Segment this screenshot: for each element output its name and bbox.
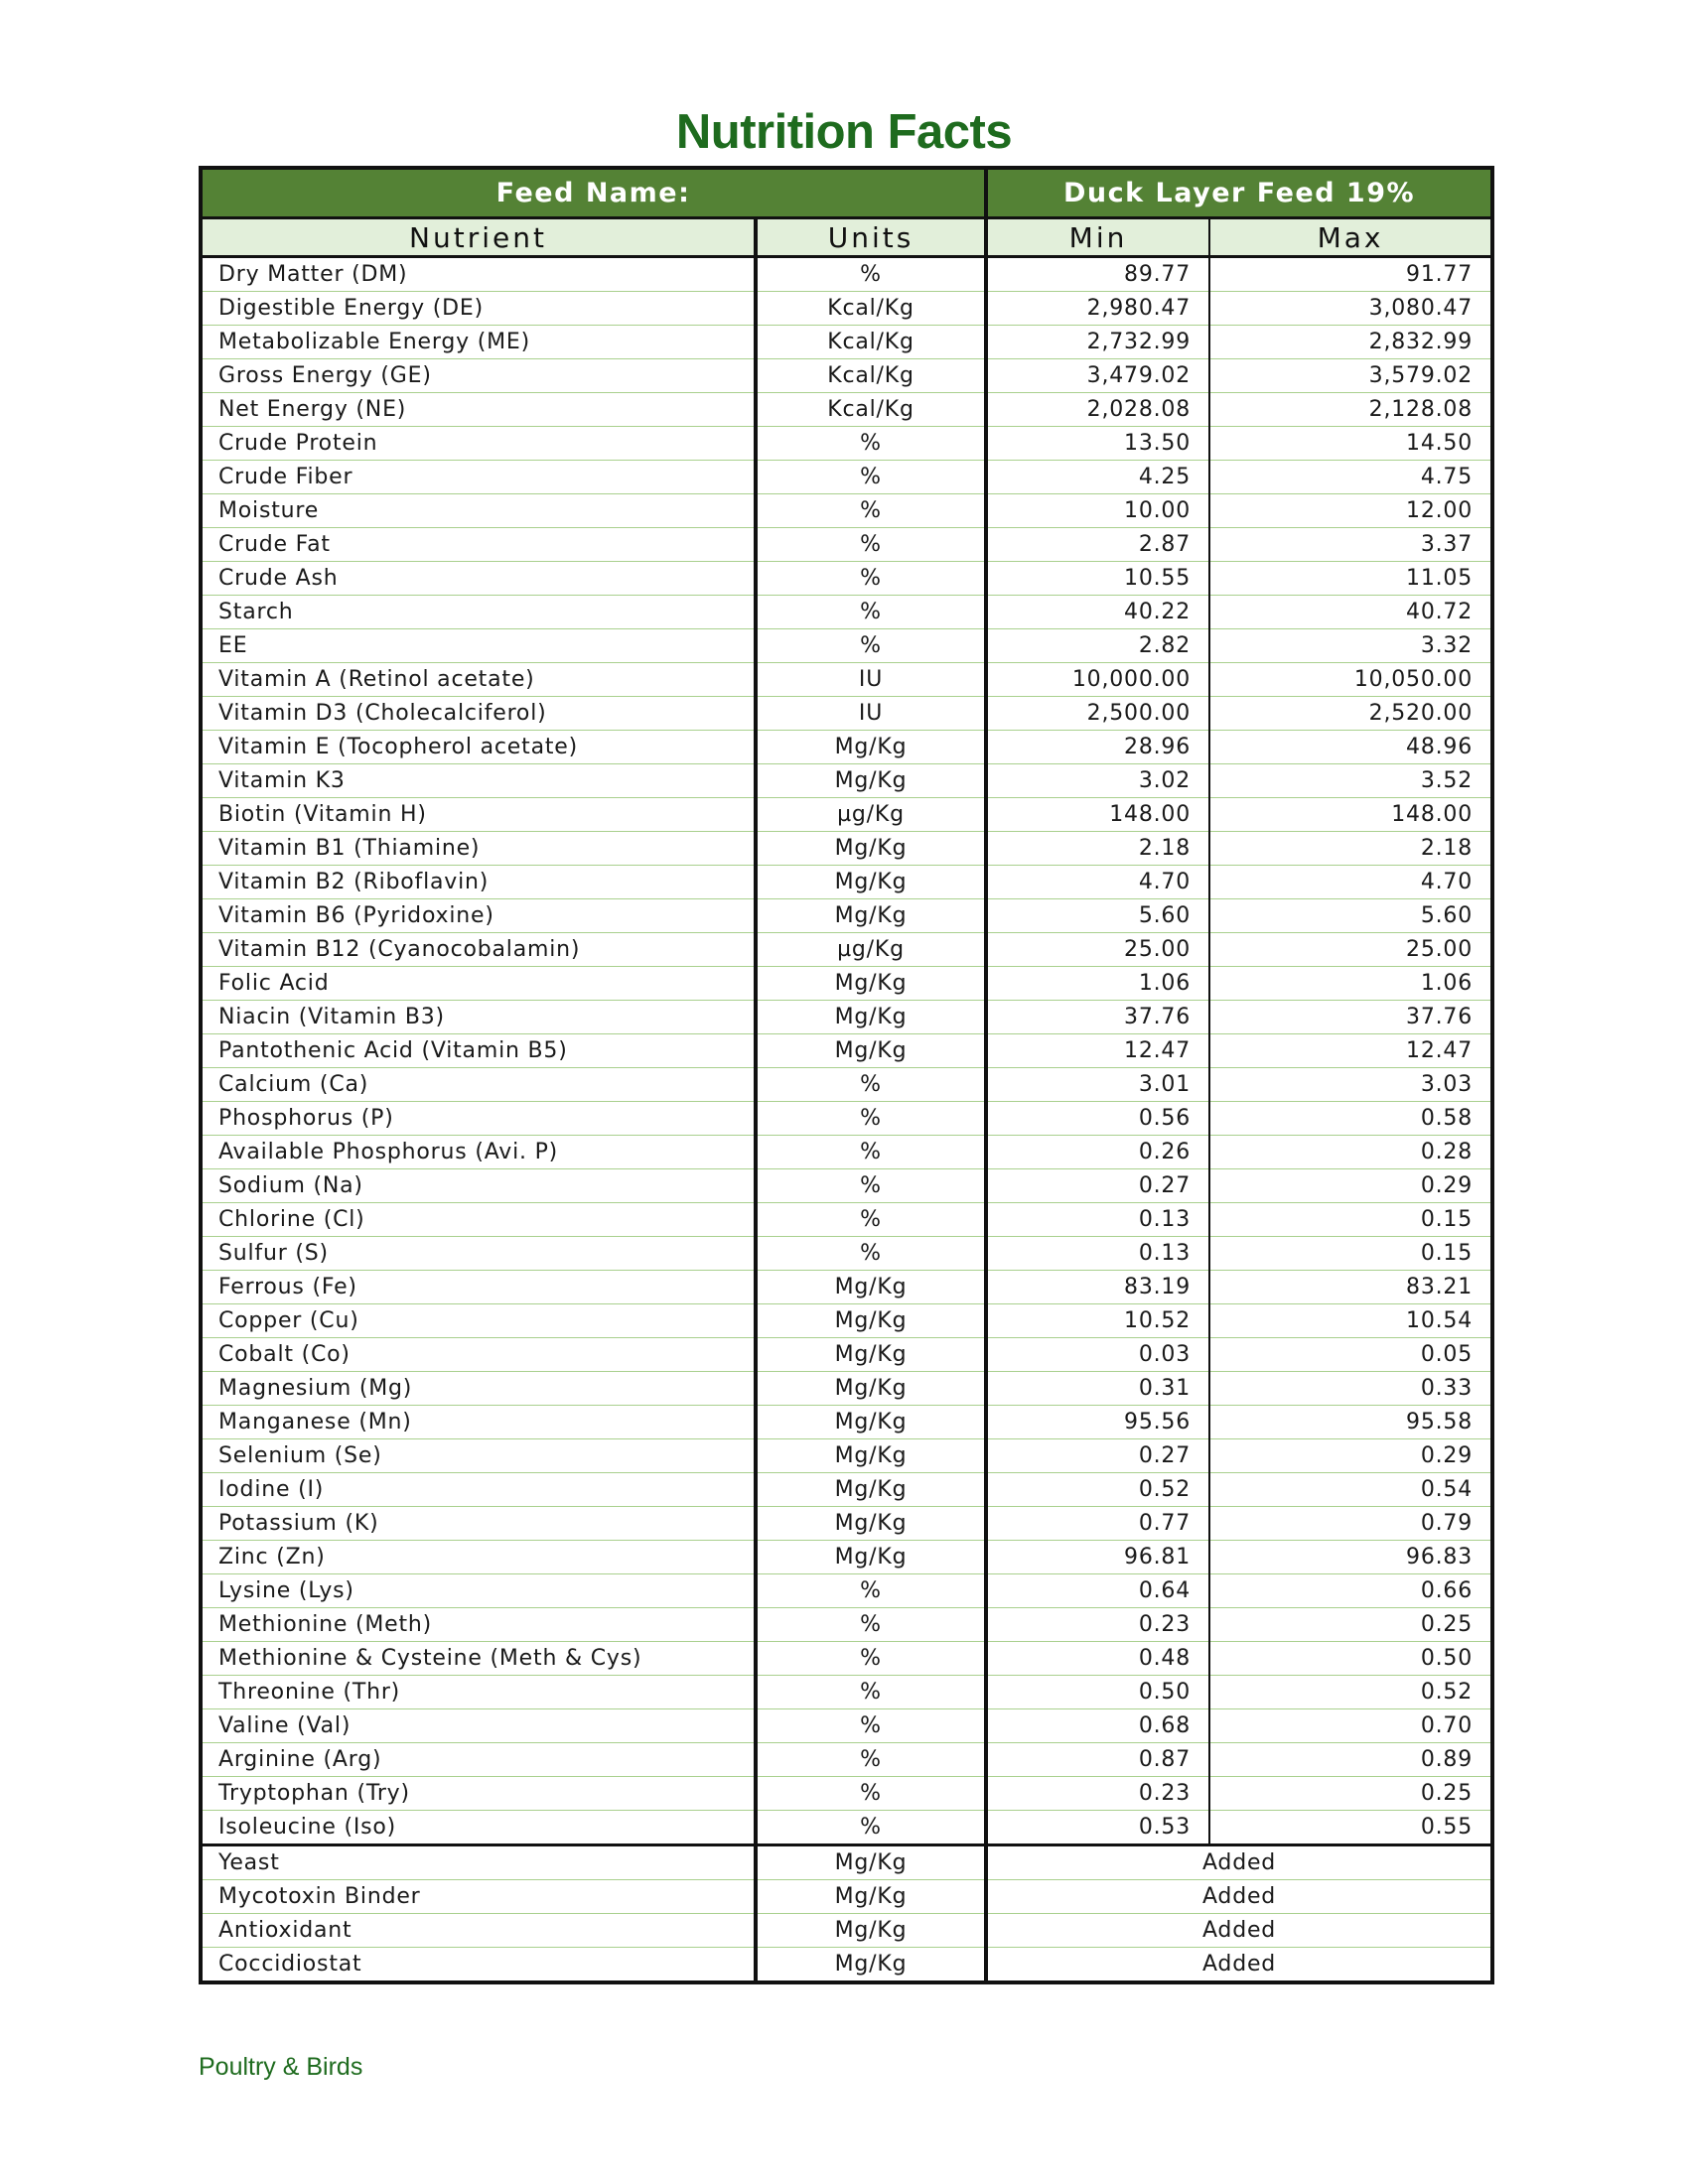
nutrient-name: Digestible Energy (DE) [203, 292, 756, 326]
nutrient-max: 0.70 [1209, 1709, 1490, 1743]
nutrient-unit: % [756, 1169, 986, 1203]
nutrient-name: Biotin (Vitamin H) [203, 798, 756, 832]
nutrient-name: Moisture [203, 494, 756, 528]
nutrient-name: Gross Energy (GE) [203, 359, 756, 393]
nutrient-name: Phosphorus (P) [203, 1102, 756, 1136]
nutrient-min: 3.01 [986, 1068, 1209, 1102]
nutrient-min: 12.47 [986, 1034, 1209, 1068]
table-row [203, 1169, 1490, 1203]
nutrient-unit: % [756, 1743, 986, 1777]
nutrient-min: 0.56 [986, 1102, 1209, 1136]
nutrient-name: Chlorine (Cl) [203, 1203, 756, 1237]
nutrient-min: 0.23 [986, 1608, 1209, 1642]
nutrient-unit: % [756, 1709, 986, 1743]
nutrient-unit: Kcal/Kg [756, 292, 986, 326]
nutrient-name: Vitamin B1 (Thiamine) [203, 832, 756, 866]
nutrient-min: 10.00 [986, 494, 1209, 528]
table-row [203, 1338, 1490, 1372]
nutrient-unit: Mg/Kg [756, 1439, 986, 1473]
table-row [203, 1001, 1490, 1034]
nutrient-unit: Kcal/Kg [756, 359, 986, 393]
nutrient-unit: % [756, 427, 986, 461]
nutrient-max: 0.58 [1209, 1102, 1490, 1136]
nutrient-unit: % [756, 1102, 986, 1136]
additive-status: Added [1201, 1952, 1277, 1977]
nutrient-name: Potassium (K) [203, 1507, 756, 1541]
nutrient-unit: Mg/Kg [756, 1541, 986, 1574]
nutrient-max: 3,579.02 [1209, 359, 1490, 393]
nutrient-name: Valine (Val) [203, 1709, 756, 1743]
nutrient-max: 148.00 [1209, 798, 1490, 832]
table-row [203, 1034, 1490, 1068]
table-row [203, 832, 1490, 866]
nutrient-name: Arginine (Arg) [203, 1743, 756, 1777]
table-row [203, 933, 1490, 967]
column-header-units: Units [756, 218, 986, 257]
nutrient-min: 10,000.00 [986, 663, 1209, 697]
nutrient-name: Vitamin B2 (Riboflavin) [203, 866, 756, 899]
nutrient-unit: % [756, 1574, 986, 1608]
table-row [203, 1642, 1490, 1676]
table-row [203, 326, 1490, 359]
nutrient-name: Vitamin B6 (Pyridoxine) [203, 899, 756, 933]
nutrient-min: 40.22 [986, 596, 1209, 629]
nutrient-min: 0.64 [986, 1574, 1209, 1608]
nutrient-max: 3.03 [1209, 1068, 1490, 1102]
table-row [203, 629, 1490, 663]
nutrient-unit: Mg/Kg [756, 1406, 986, 1439]
table-row [203, 494, 1490, 528]
nutrient-unit: % [756, 1203, 986, 1237]
nutrient-max: 3,080.47 [1209, 292, 1490, 326]
page-title: Nutrition Facts [675, 105, 1013, 159]
nutrient-unit: % [756, 257, 986, 292]
nutrient-name: Cobalt (Co) [203, 1338, 756, 1372]
nutrient-max: 4.70 [1209, 866, 1490, 899]
nutrient-min: 0.87 [986, 1743, 1209, 1777]
additive-name: Coccidiostat [203, 1948, 756, 1981]
nutrient-max: 48.96 [1209, 731, 1490, 764]
nutrient-max: 95.58 [1209, 1406, 1490, 1439]
nutrient-name: Iodine (I) [203, 1473, 756, 1507]
table-row [203, 1914, 1490, 1948]
nutrient-unit: % [756, 1608, 986, 1642]
nutrient-max: 3.32 [1209, 629, 1490, 663]
nutrient-max: 91.77 [1209, 257, 1490, 292]
table-row [203, 1743, 1490, 1777]
nutrient-name: Ferrous (Fe) [203, 1271, 756, 1304]
nutrient-min: 0.48 [986, 1642, 1209, 1676]
nutrient-max: 0.29 [1209, 1439, 1490, 1473]
additive-name: Antioxidant [203, 1914, 756, 1948]
table-row [203, 1608, 1490, 1642]
table-row [203, 1845, 1490, 1880]
additive-unit: Mg/Kg [756, 1845, 986, 1880]
nutrition-table [199, 166, 1494, 1984]
nutrient-min: 13.50 [986, 427, 1209, 461]
nutrient-max: 0.05 [1209, 1338, 1490, 1372]
nutrient-unit: % [756, 1237, 986, 1271]
nutrient-name: Copper (Cu) [203, 1304, 756, 1338]
nutrient-min: 0.52 [986, 1473, 1209, 1507]
nutrient-unit: Mg/Kg [756, 1034, 986, 1068]
nutrient-unit: Mg/Kg [756, 1372, 986, 1406]
nutrient-name: Methionine & Cysteine (Meth & Cys) [203, 1642, 756, 1676]
table-row [203, 899, 1490, 933]
nutrient-name: Available Phosphorus (Avi. P) [203, 1136, 756, 1169]
table-row [203, 1880, 1490, 1914]
nutrient-max: 2,128.08 [1209, 393, 1490, 427]
nutrient-name: Vitamin K3 [203, 764, 756, 798]
nutrient-unit: IU [756, 697, 986, 731]
nutrient-max: 37.76 [1209, 1001, 1490, 1034]
nutrient-name: Selenium (Se) [203, 1439, 756, 1473]
nutrient-name: Methionine (Meth) [203, 1608, 756, 1642]
table-row [203, 663, 1490, 697]
nutrient-unit: Mg/Kg [756, 731, 986, 764]
nutrient-unit: IU [756, 663, 986, 697]
table-row [203, 1136, 1490, 1169]
nutrient-min: 0.13 [986, 1237, 1209, 1271]
nutrient-unit: Mg/Kg [756, 1271, 986, 1304]
nutrient-name: Sodium (Na) [203, 1169, 756, 1203]
nutrient-max: 14.50 [1209, 427, 1490, 461]
table-row [203, 764, 1490, 798]
nutrient-name: Niacin (Vitamin B3) [203, 1001, 756, 1034]
nutrient-max: 2.18 [1209, 832, 1490, 866]
nutrient-min: 10.52 [986, 1304, 1209, 1338]
nutrient-unit: Mg/Kg [756, 866, 986, 899]
nutrient-name: Metabolizable Energy (ME) [203, 326, 756, 359]
nutrient-min: 0.31 [986, 1372, 1209, 1406]
nutrient-name: Dry Matter (DM) [203, 257, 756, 292]
nutrient-min: 2.87 [986, 528, 1209, 562]
additive-status: Added [986, 1845, 1490, 1880]
nutrient-name: EE [203, 629, 756, 663]
nutrient-unit: Mg/Kg [756, 1507, 986, 1541]
nutrient-name: Lysine (Lys) [203, 1574, 756, 1608]
nutrient-max: 2,520.00 [1209, 697, 1490, 731]
table-row [203, 866, 1490, 899]
nutrient-max: 0.15 [1209, 1203, 1490, 1237]
nutrient-unit: Kcal/Kg [756, 393, 986, 427]
table-row [203, 1709, 1490, 1743]
nutrient-unit: % [756, 1136, 986, 1169]
nutrient-max: 0.25 [1209, 1777, 1490, 1811]
table-row [203, 1068, 1490, 1102]
nutrient-max: 40.72 [1209, 596, 1490, 629]
feed-name-row [203, 170, 1490, 218]
nutrient-max: 10,050.00 [1209, 663, 1490, 697]
nutrient-unit: % [756, 562, 986, 596]
nutrient-min: 2,028.08 [986, 393, 1209, 427]
feed-name-label: Feed Name: [203, 170, 986, 218]
nutrient-max: 11.05 [1209, 562, 1490, 596]
nutrient-name: Vitamin B12 (Cyanocobalamin) [203, 933, 756, 967]
nutrient-min: 83.19 [986, 1271, 1209, 1304]
nutrient-min: 89.77 [986, 257, 1209, 292]
nutrient-name: Manganese (Mn) [203, 1406, 756, 1439]
nutrient-max: 3.37 [1209, 528, 1490, 562]
nutrient-rows [203, 257, 1490, 1845]
additive-status: Added [986, 1880, 1490, 1914]
nutrient-name: Crude Fat [203, 528, 756, 562]
nutrient-name: Crude Fiber [203, 461, 756, 494]
nutrient-max: 0.33 [1209, 1372, 1490, 1406]
nutrient-min: 2,500.00 [986, 697, 1209, 731]
nutrient-unit: % [756, 596, 986, 629]
nutrient-min: 28.96 [986, 731, 1209, 764]
nutrient-max: 0.28 [1209, 1136, 1490, 1169]
nutrient-max: 12.47 [1209, 1034, 1490, 1068]
nutrient-unit: Mg/Kg [756, 1473, 986, 1507]
table-row [203, 1271, 1490, 1304]
nutrient-name: Vitamin E (Tocopherol acetate) [203, 731, 756, 764]
nutrient-unit: µg/Kg [756, 933, 986, 967]
additive-status: Added [986, 1914, 1490, 1948]
nutrient-min: 0.53 [986, 1811, 1209, 1845]
additive-unit: Mg/Kg [756, 1914, 986, 1948]
table-row [203, 1507, 1490, 1541]
nutrient-unit: % [756, 1676, 986, 1709]
table-row [203, 967, 1490, 1001]
nutrient-max: 0.79 [1209, 1507, 1490, 1541]
column-header-row [203, 218, 1490, 257]
nutrient-unit: Mg/Kg [756, 1304, 986, 1338]
table-row [203, 1406, 1490, 1439]
nutrient-min: 5.60 [986, 899, 1209, 933]
nutrient-max: 96.83 [1209, 1541, 1490, 1574]
table-row [203, 1777, 1490, 1811]
nutrient-max: 0.66 [1209, 1574, 1490, 1608]
nutrient-min: 4.70 [986, 866, 1209, 899]
nutrient-max: 12.00 [1209, 494, 1490, 528]
table-row [203, 562, 1490, 596]
nutrient-max: 0.55 [1209, 1811, 1490, 1845]
nutrient-name: Folic Acid [203, 967, 756, 1001]
nutrient-name: Tryptophan (Try) [203, 1777, 756, 1811]
nutrient-min: 10.55 [986, 562, 1209, 596]
nutrient-min: 0.77 [986, 1507, 1209, 1541]
table-row [203, 1237, 1490, 1271]
nutrient-min: 0.23 [986, 1777, 1209, 1811]
nutrient-max: 0.50 [1209, 1642, 1490, 1676]
additive-rows [203, 1845, 1490, 1981]
nutrient-min: 0.68 [986, 1709, 1209, 1743]
table-row [203, 1439, 1490, 1473]
nutrient-unit: Kcal/Kg [756, 326, 986, 359]
nutrient-unit: % [756, 1068, 986, 1102]
nutrient-unit: % [756, 494, 986, 528]
additive-unit: Mg/Kg [756, 1880, 986, 1914]
nutrient-max: 0.15 [1209, 1237, 1490, 1271]
nutrient-unit: µg/Kg [756, 798, 986, 832]
nutrient-min: 3,479.02 [986, 359, 1209, 393]
table-row [203, 1811, 1490, 1845]
nutrient-min: 0.03 [986, 1338, 1209, 1372]
nutrient-max: 0.29 [1209, 1169, 1490, 1203]
nutrient-min: 37.76 [986, 1001, 1209, 1034]
nutrient-unit: Mg/Kg [756, 832, 986, 866]
feed-name-value: Duck Layer Feed 19% [986, 170, 1490, 218]
nutrient-min: 2,732.99 [986, 326, 1209, 359]
table-row [203, 1948, 1490, 1981]
nutrient-unit: Mg/Kg [756, 1338, 986, 1372]
nutrient-unit: Mg/Kg [756, 1001, 986, 1034]
table-row [203, 1372, 1490, 1406]
column-header-nutrient: Nutrient [203, 218, 756, 257]
additive-unit: Mg/Kg [756, 1948, 986, 1981]
nutrient-name: Sulfur (S) [203, 1237, 756, 1271]
nutrient-min: 2,980.47 [986, 292, 1209, 326]
additive-name: Yeast [203, 1845, 756, 1880]
nutrient-max: 10.54 [1209, 1304, 1490, 1338]
nutrient-min: 96.81 [986, 1541, 1209, 1574]
nutrient-name: Starch [203, 596, 756, 629]
nutrient-min: 1.06 [986, 967, 1209, 1001]
nutrient-max: 5.60 [1209, 899, 1490, 933]
nutrient-max: 4.75 [1209, 461, 1490, 494]
table-row [203, 528, 1490, 562]
nutrient-name: Zinc (Zn) [203, 1541, 756, 1574]
table-row [203, 257, 1490, 292]
table-row [203, 1676, 1490, 1709]
nutrient-min: 2.82 [986, 629, 1209, 663]
nutrient-name: Crude Protein [203, 427, 756, 461]
nutrient-min: 2.18 [986, 832, 1209, 866]
nutrient-unit: Mg/Kg [756, 764, 986, 798]
nutrient-name: Isoleucine (Iso) [203, 1811, 756, 1845]
nutrient-min: 95.56 [986, 1406, 1209, 1439]
nutrient-name: Vitamin A (Retinol acetate) [203, 663, 756, 697]
nutrient-max: 3.52 [1209, 764, 1490, 798]
table-row [203, 1102, 1490, 1136]
nutrient-unit: % [756, 528, 986, 562]
additive-name: Mycotoxin Binder [203, 1880, 756, 1914]
nutrient-max: 25.00 [1209, 933, 1490, 967]
nutrient-min: 4.25 [986, 461, 1209, 494]
nutrient-unit: % [756, 461, 986, 494]
nutrient-min: 0.27 [986, 1169, 1209, 1203]
nutrient-unit: % [756, 1777, 986, 1811]
nutrient-name: Calcium (Ca) [203, 1068, 756, 1102]
nutrient-name: Crude Ash [203, 562, 756, 596]
nutrient-min: 25.00 [986, 933, 1209, 967]
table-row [203, 1574, 1490, 1608]
nutrient-max: 0.52 [1209, 1676, 1490, 1709]
nutrient-min: 0.26 [986, 1136, 1209, 1169]
nutrient-unit: % [756, 1811, 986, 1845]
nutrient-min: 0.50 [986, 1676, 1209, 1709]
footer-category: Poultry & Birds [199, 2053, 363, 2081]
column-header-max: Max [1209, 218, 1490, 257]
nutrient-min: 148.00 [986, 798, 1209, 832]
nutrient-max: 0.89 [1209, 1743, 1490, 1777]
table-row [203, 461, 1490, 494]
nutrient-max: 1.06 [1209, 967, 1490, 1001]
nutrient-min: 0.27 [986, 1439, 1209, 1473]
nutrient-name: Net Energy (NE) [203, 393, 756, 427]
nutrient-max: 2,832.99 [1209, 326, 1490, 359]
table-row [203, 596, 1490, 629]
table-row [203, 427, 1490, 461]
nutrient-unit: Mg/Kg [756, 967, 986, 1001]
table-row [203, 798, 1490, 832]
table-row [203, 1304, 1490, 1338]
nutrient-min: 0.13 [986, 1203, 1209, 1237]
nutrient-name: Threonine (Thr) [203, 1676, 756, 1709]
column-header-min: Min [986, 218, 1209, 257]
nutrient-unit: % [756, 1642, 986, 1676]
nutrient-name: Magnesium (Mg) [203, 1372, 756, 1406]
table-row [203, 731, 1490, 764]
table-row [203, 1473, 1490, 1507]
nutrient-max: 83.21 [1209, 1271, 1490, 1304]
nutrient-name: Pantothenic Acid (Vitamin B5) [203, 1034, 756, 1068]
table-row [203, 292, 1490, 326]
nutrient-max: 0.25 [1209, 1608, 1490, 1642]
nutrient-max: 0.54 [1209, 1473, 1490, 1507]
nutrient-min: 3.02 [986, 764, 1209, 798]
nutrient-name: Vitamin D3 (Cholecalciferol) [203, 697, 756, 731]
nutrient-unit: Mg/Kg [756, 899, 986, 933]
table-row [203, 1541, 1490, 1574]
table-row [203, 1203, 1490, 1237]
nutrient-unit: % [756, 629, 986, 663]
table-row [203, 359, 1490, 393]
table-row [203, 393, 1490, 427]
table-row [203, 697, 1490, 731]
